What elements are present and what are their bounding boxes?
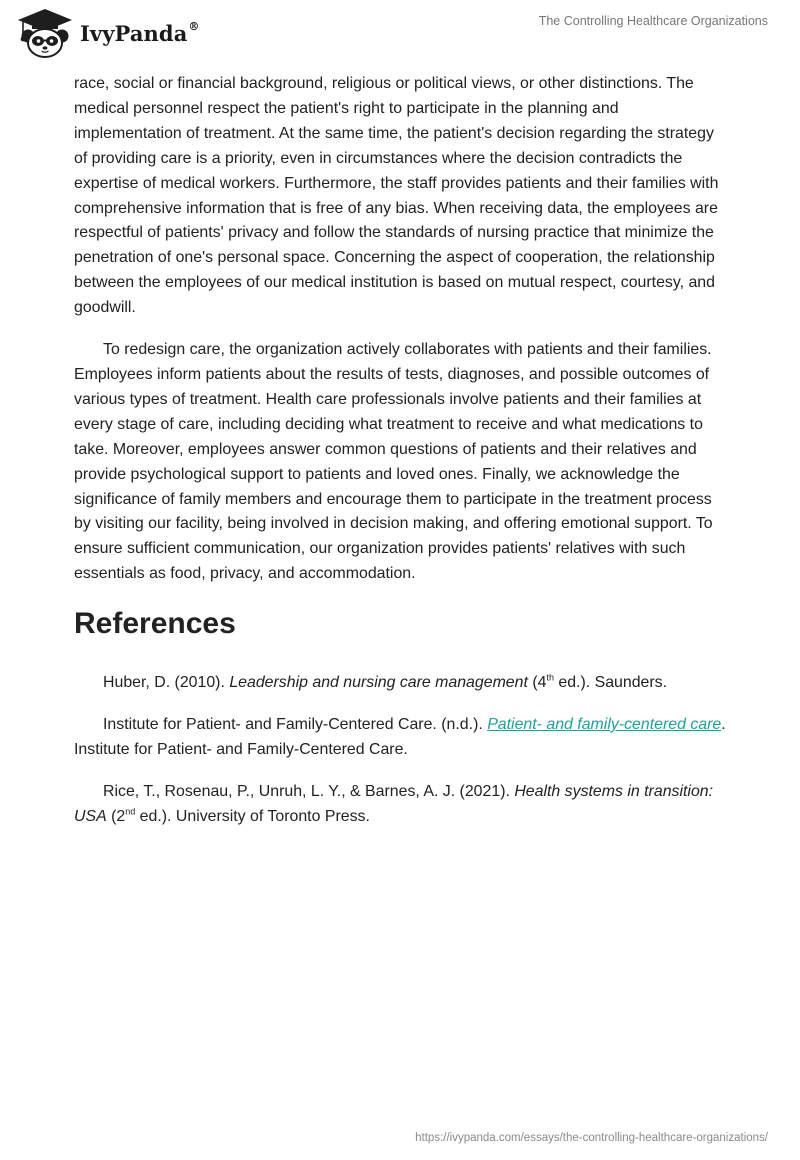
document-title: The Controlling Healthcare Organizations [538, 14, 768, 28]
essay-content [74, 72, 726, 847]
references-heading: References [74, 607, 236, 641]
reference-publisher: ed.). Saunders. [553, 674, 668, 692]
reference-item-3 [74, 780, 726, 830]
logo-text: IvyPanda [80, 20, 188, 46]
reference-authors: Rice, T., Rosenau, P., Unruh, L. Y., & Barnes, A. J. (2021). [103, 782, 515, 800]
panda-logo-icon [14, 7, 76, 59]
reference-edition-start: (4 [527, 674, 547, 692]
registered-mark: ® [188, 19, 200, 33]
reference-edition-start: (2 [106, 807, 126, 825]
reference-link[interactable]: Patient- and family-centered care [487, 716, 722, 734]
body-paragraph-2: To redesign care, the organization actively collaborates with patients and their families. Employees inform patients about the results of tests, diagnoses, and possible outcomes of various types of treatment. Health care professionals involve patients and their families at every stage of care, including deciding what treatment to receive and what medications to take. Moreover, employees answer common questions of patients and their relatives and provide psychological support to patients and loved ones. Finally, we acknowledge the significance of family members and encourage them to participate in the treatment process by visiting our facility, being involved in decision making, and offering emotional support. To ensure sufficient communication, our organization provides patients' relatives with such essentials as food, privacy, and accommodation. [74, 341, 713, 583]
reference-edition-suffix: th [546, 672, 554, 683]
reference-item-2 [74, 713, 726, 763]
page-header [0, 0, 800, 70]
reference-publisher: . Institute for Patient- and Family-Centered Care. [74, 716, 726, 758]
body-paragraph-1: race, social or financial background, religious or political views, or other distinctions. The medical personnel respect the patient's right to participate in the planning and implementation of treatment. At the same time, the patient's decision regarding the strategy of providing care is a priority, even in circumstances where the decision contradicts the expertise of medical workers. Furthermore, the staff provides patients and their families with comprehensive information that is free of any bias. When receiving data, the employees are respectful of patients' privacy and follow the standards of nursing practice that minimize the penetration of one's personal space. Concerning the aspect of cooperation, the relationship between the employees of our medical institution is based on mutual respect, courtesy, and goodwill. [74, 75, 719, 317]
reference-item-1 [74, 671, 726, 696]
reference-authors: Institute for Patient- and Family-Centered Care. (n.d.). [103, 716, 488, 734]
reference-edition-suffix: nd [125, 806, 136, 817]
reference-publisher: ed.). University of Toronto Press. [135, 807, 370, 825]
footer-url: https://ivypanda.com/essays/the-controlling-healthcare-organizations/ [415, 1132, 768, 1144]
reference-authors: Huber, D. (2010). [103, 674, 230, 692]
ivypanda-logo[interactable] [14, 7, 200, 59]
logo-wordmark [80, 21, 200, 46]
reference-title: Health systems in transition: USA [74, 782, 714, 825]
reference-title: Leadership and nursing care management [229, 674, 528, 692]
